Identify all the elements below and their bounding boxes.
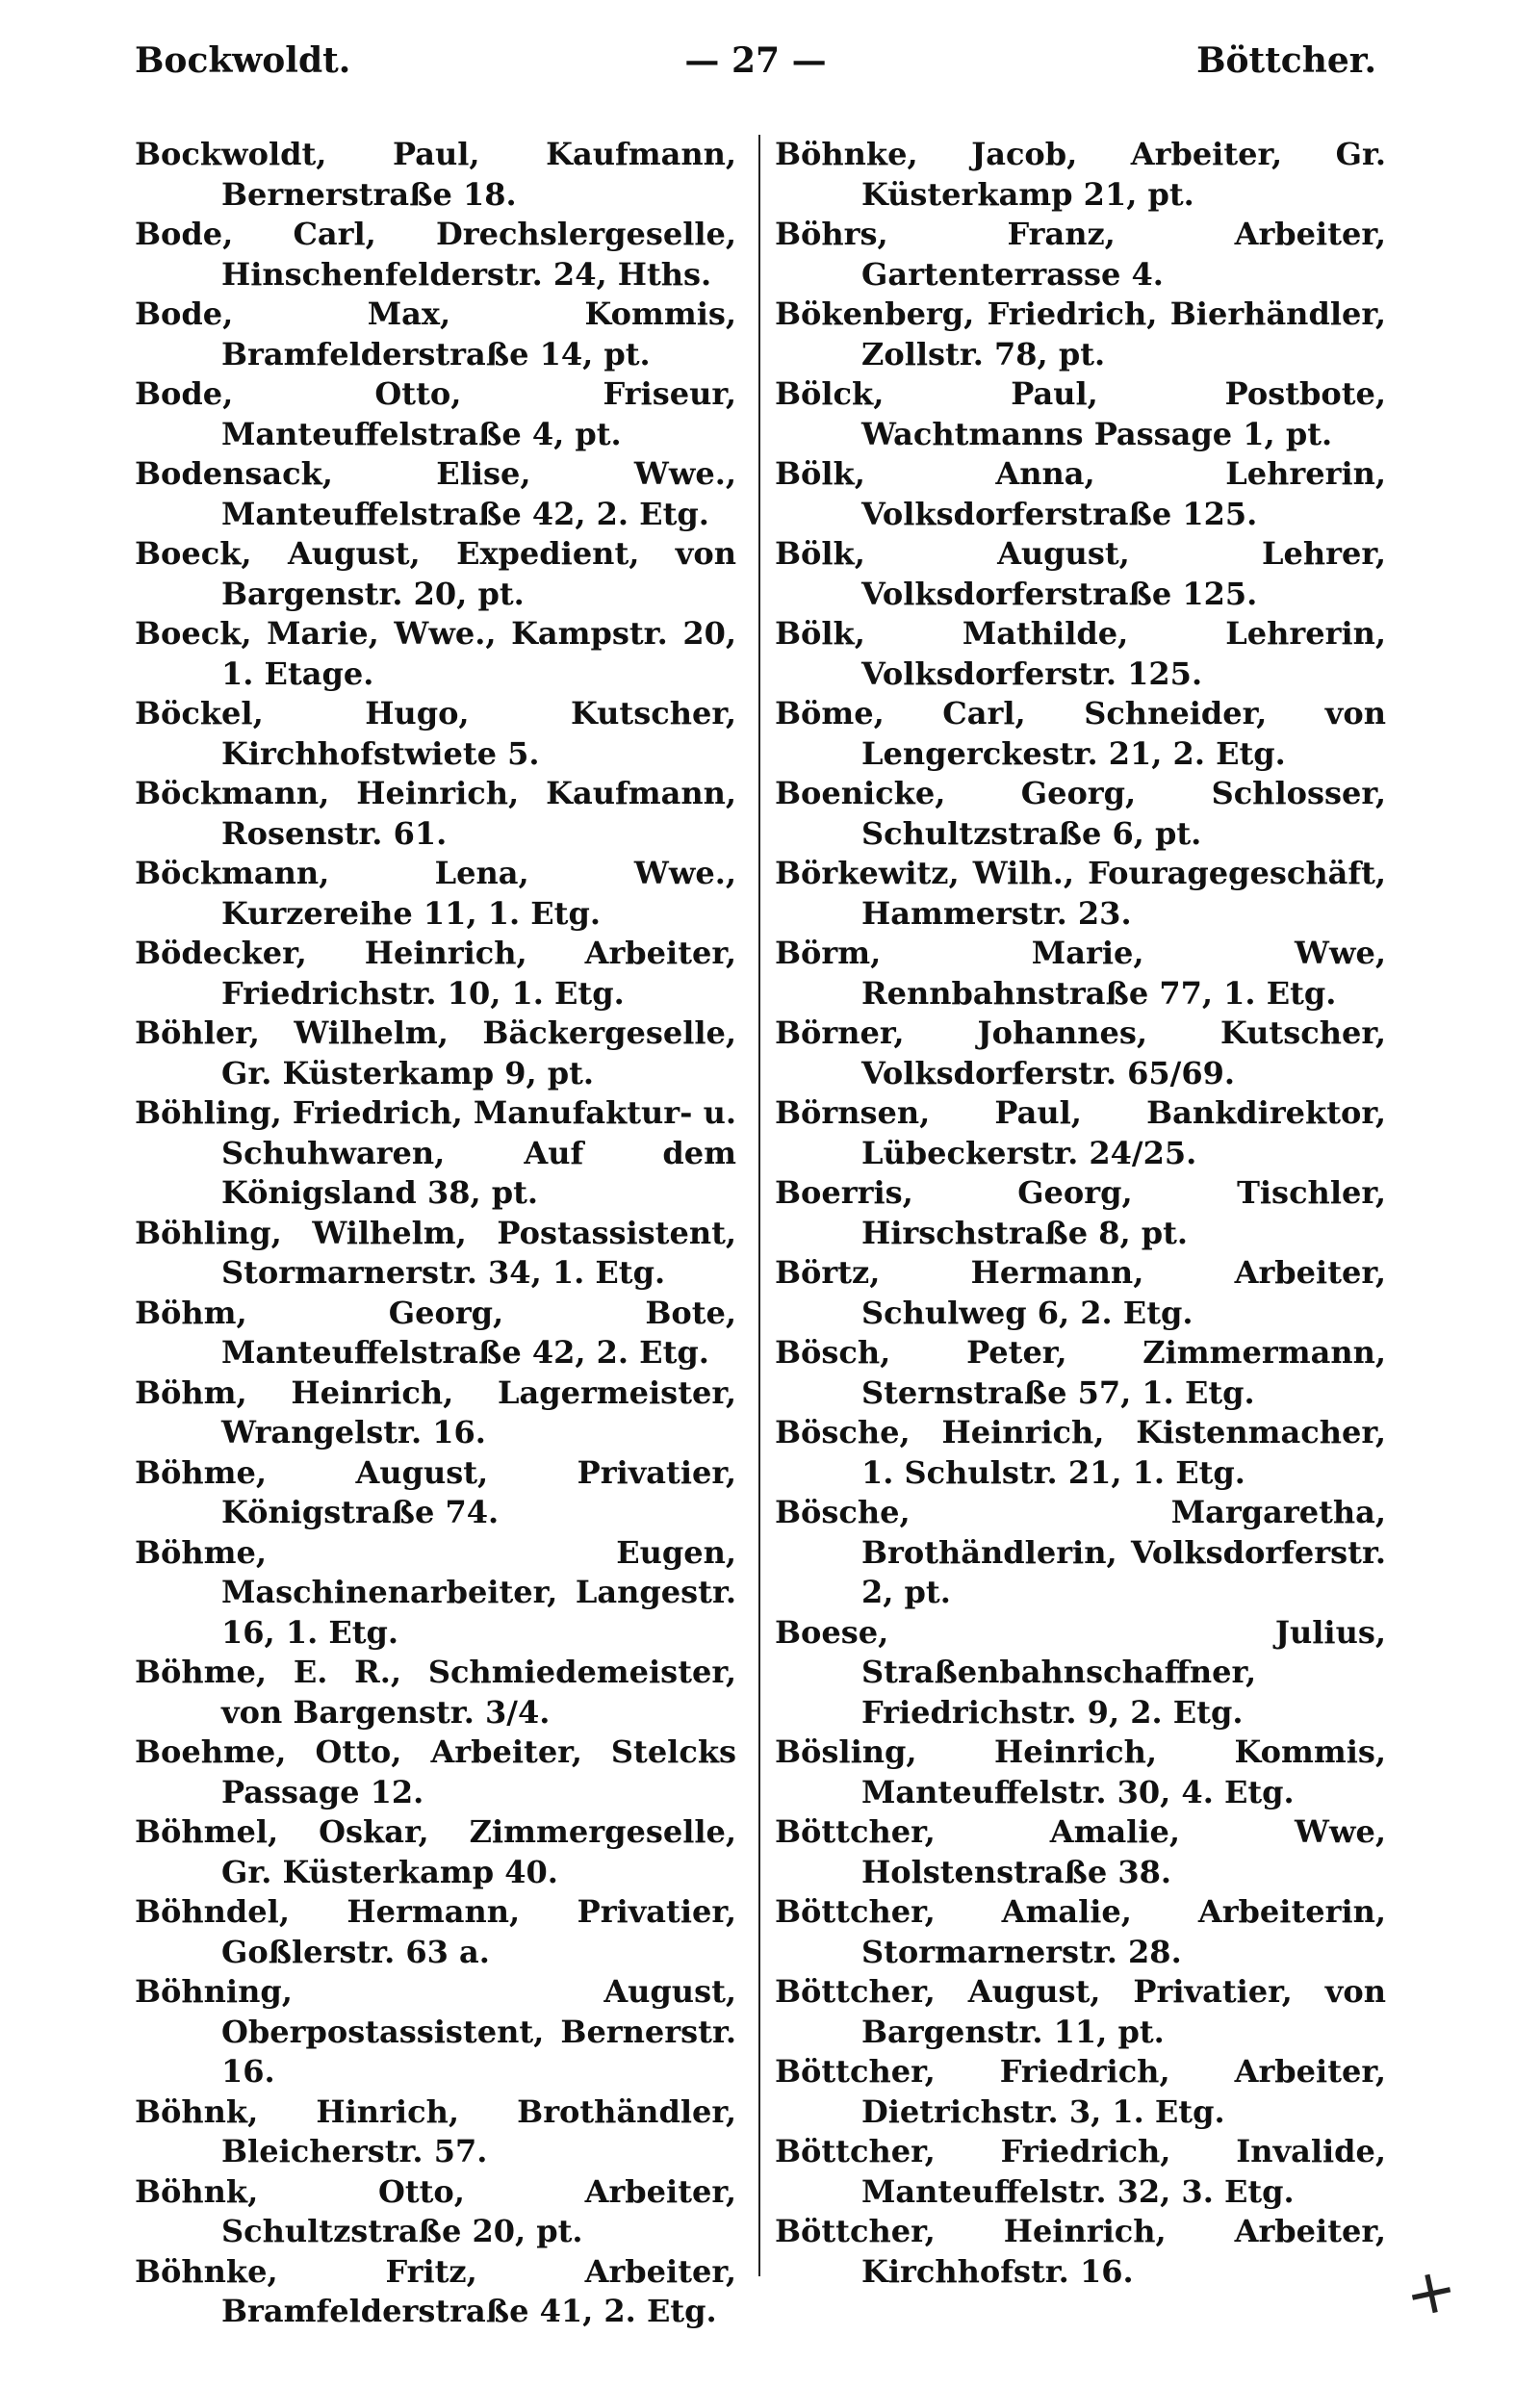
column-divider	[758, 135, 760, 2276]
directory-entry: Börnsen, Paul, Bankdirektor, Lübeckerstr. 24/25.	[775, 1094, 1386, 1171]
directory-entry: Bösling, Heinrich, Kommis, Manteuffelstr. 30, 4. Etg.	[775, 1733, 1386, 1810]
handwritten-page-mark: +	[1398, 2252, 1464, 2333]
directory-entry: Bodensack, Elise, Wwe., Manteuffelstraße 42, 2. Etg.	[135, 455, 736, 532]
directory-entry: Böttcher, Amalie, Wwe, Holstenstraße 38.	[775, 1813, 1386, 1890]
directory-entry: Böhnke, Fritz, Arbeiter, Bramfelderstraße 41, 2. Etg.	[135, 2252, 736, 2329]
header-last-entry: Böttcher.	[1196, 40, 1376, 81]
directory-entry: Böhm, Heinrich, Lagermeister, Wrangelstr. 16.	[135, 1373, 736, 1450]
directory-entry: Böhling, Wilhelm, Postassistent, Stormarnerstr. 34, 1. Etg.	[135, 1214, 736, 1291]
directory-entry: Böhrs, Franz, Arbeiter, Gartenterrasse 4.	[775, 216, 1386, 293]
directory-entry: Böhmel, Oskar, Zimmergeselle, Gr. Küsterkamp 40.	[135, 1813, 736, 1890]
directory-entry: Bölck, Paul, Postbote, Wachtmanns Passage 1, pt.	[775, 375, 1386, 452]
directory-entry: Böckmann, Lena, Wwe., Kurzereihe 11, 1. Etg.	[135, 855, 736, 932]
directory-entry: Börkewitz, Wilh., Fouragegeschäft, Hammerstr. 23.	[775, 855, 1386, 932]
directory-entry: Böhnk, Hinrich, Brothändler, Bleicherstr. 57.	[135, 2092, 736, 2169]
directory-entry: Böme, Carl, Schneider, von Lengerckestr. 21, 2. Etg.	[775, 695, 1386, 772]
directory-entry: Bödecker, Heinrich, Arbeiter, Friedrichstr. 10, 1. Etg.	[135, 935, 736, 1012]
directory-entry: Bode, Max, Kommis, Bramfelderstraße 14, pt.	[135, 295, 736, 372]
directory-entry: Boerris, Georg, Tischler, Hirschstraße 8, pt.	[775, 1174, 1386, 1251]
directory-entry: Boenicke, Georg, Schlosser, Schultzstraße 6, pt.	[775, 775, 1386, 852]
directory-entry: Böhndel, Hermann, Privatier, Goßlerstr. 63 a.	[135, 1893, 736, 1970]
directory-entry: Bösche, Heinrich, Kistenmacher, 1. Schulstr. 21, 1. Etg.	[775, 1414, 1386, 1491]
directory-entry: Böttcher, Friedrich, Invalide, Manteuffelstr. 32, 3. Etg.	[775, 2133, 1386, 2210]
right-column	[775, 135, 1386, 2292]
directory-entry: Bode, Otto, Friseur, Manteuffelstraße 4, pt.	[135, 375, 736, 452]
directory-entry: Bölk, Mathilde, Lehrerin, Volksdorferstr. 125.	[775, 615, 1386, 692]
page-header	[135, 40, 1376, 89]
directory-entry: Bösche, Margaretha, Brothändlerin, Volksdorferstr. 2, pt.	[775, 1494, 1386, 1610]
directory-entry: Böhning, August, Oberpostassistent, Bernerstr. 16.	[135, 1973, 736, 2090]
directory-entry: Böttcher, Heinrich, Arbeiter, Kirchhofstr. 16.	[775, 2213, 1386, 2290]
left-column	[135, 135, 736, 2332]
directory-entry: Böttcher, Amalie, Arbeiterin, Stormarnerstr. 28.	[775, 1893, 1386, 1970]
directory-entry: Börm, Marie, Wwe, Rennbahnstraße 77, 1. Etg.	[775, 935, 1386, 1012]
header-first-entry: Bockwoldt.	[135, 40, 351, 81]
directory-entry: Börtz, Hermann, Arbeiter, Schulweg 6, 2. Etg.	[775, 1254, 1386, 1331]
directory-entry: Bölk, Anna, Lehrerin, Volksdorferstraße 125.	[775, 455, 1386, 532]
directory-entry: Bode, Carl, Drechslergeselle, Hinschenfelderstr. 24, Hths.	[135, 216, 736, 293]
directory-entry: Boeck, Marie, Wwe., Kampstr. 20, 1. Etage.	[135, 615, 736, 692]
directory-entry: Boehme, Otto, Arbeiter, Stelcks Passage 12.	[135, 1733, 736, 1810]
directory-entry: Böhm, Georg, Bote, Manteuffelstraße 42, 2. Etg.	[135, 1294, 736, 1371]
directory-entry: Boeck, August, Expedient, von Bargenstr. 20, pt.	[135, 535, 736, 612]
directory-entry: Böttcher, Friedrich, Arbeiter, Dietrichstr. 3, 1. Etg.	[775, 2053, 1386, 2130]
page-number: — 27 —	[684, 40, 827, 81]
directory-entry: Boese, Julius, Straßenbahnschaffner, Friedrichstr. 9, 2. Etg.	[775, 1613, 1386, 1731]
directory-entry: Bölk, August, Lehrer, Volksdorferstraße 125.	[775, 535, 1386, 612]
directory-entry: Bökenberg, Friedrich, Bierhändler, Zollstr. 78, pt.	[775, 295, 1386, 372]
directory-entry: Bockwoldt, Paul, Kaufmann, Bernerstraße 18.	[135, 136, 736, 213]
directory-entry: Böhnk, Otto, Arbeiter, Schultzstraße 20, pt.	[135, 2172, 736, 2249]
directory-entry: Böhme, August, Privatier, Königstraße 74.	[135, 1453, 736, 1530]
directory-entry: Böckmann, Heinrich, Kaufmann, Rosenstr. 61.	[135, 775, 736, 852]
directory-entry: Böhling, Friedrich, Manufaktur- u. Schuhwaren, Auf dem Königsland 38, pt.	[135, 1094, 736, 1211]
directory-entry: Böhme, E. R., Schmiedemeister, von Bargenstr. 3/4.	[135, 1654, 736, 1731]
directory-entry: Böhme, Eugen, Maschinenarbeiter, Langestr. 16, 1. Etg.	[135, 1533, 736, 1651]
directory-entry: Böhnke, Jacob, Arbeiter, Gr. Küsterkamp 21, pt.	[775, 136, 1386, 213]
directory-entry: Böttcher, August, Privatier, von Bargenstr. 11, pt.	[775, 1973, 1386, 2050]
directory-entry: Böhler, Wilhelm, Bäckergeselle, Gr. Küsterkamp 9, pt.	[135, 1014, 736, 1091]
directory-entry: Bösch, Peter, Zimmermann, Sternstraße 57, 1. Etg.	[775, 1334, 1386, 1411]
directory-entry: Börner, Johannes, Kutscher, Volksdorferstr. 65/69.	[775, 1014, 1386, 1091]
directory-entry: Böckel, Hugo, Kutscher, Kirchhofstwiete 5.	[135, 695, 736, 772]
